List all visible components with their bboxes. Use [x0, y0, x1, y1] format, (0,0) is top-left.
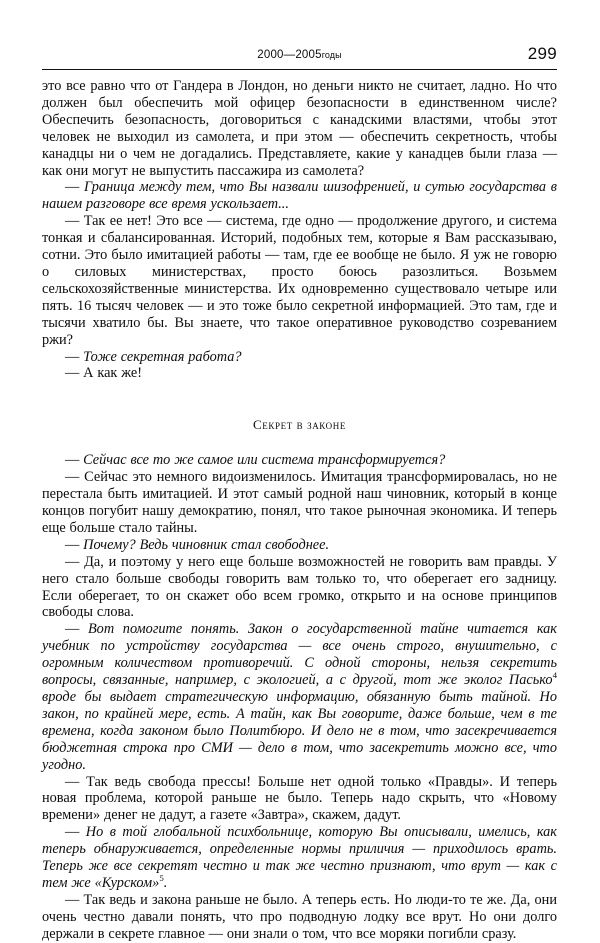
paragraph-text-cont: вроде бы выдает стратегическую информацию, обязанную быть тайной. Но закон, по крайней мере, есть. А тайн, как Вы говорите, даже больше, чем в те времена, когда законом было Политбюро. И дело не в том, что засекречивается бюджетная строка про СМИ — дело в том, что засекретить можно все, что угодно.: [42, 689, 557, 773]
running-head-title: [42, 49, 557, 61]
section-heading: Секрет в законе: [253, 417, 346, 433]
em-dash: —: [65, 773, 80, 790]
paragraph-question: [42, 452, 557, 469]
page-number: 299: [527, 44, 557, 63]
em-dash: —: [65, 213, 80, 230]
paragraph-text: Но в той глобальной психбольнице, которую Вы описывали, имелись, как теперь обнаруживается, определенные нормы приличия — приходилось врать. Теперь же все секретят честно и так же честно признают, что врут — как с тем же «Курском»: [42, 824, 557, 891]
paragraph-text: Сейчас все то же самое или система трансформируется?: [83, 452, 446, 469]
em-dash: —: [65, 824, 80, 841]
paragraph-text-cont: .: [163, 874, 168, 891]
paragraph-continued: это все равно что от Гандера в Лондон, но деньги никто не считает, ладно. Но что должен был обеспечить мой офицер безопасности в единственном числе? Обеспечить безопасность, договориться с канадскими властями, чтобы этот человек не выходил из самолета, и при этом — обеспечить секретность, чтобы канадцы ни о чем не догадались. Представляете, какие у канадцев были глаза — как они могут не выпустить пассажира из самолета?: [42, 78, 557, 179]
em-dash: —: [65, 365, 80, 382]
paragraph-answer: [42, 774, 557, 825]
em-dash: —: [65, 469, 80, 486]
em-dash: —: [65, 348, 80, 365]
footnote-marker[interactable]: 5: [159, 873, 164, 884]
spacer: [42, 382, 557, 417]
running-head-years: 2000—2005: [257, 49, 322, 61]
paragraph-text: Почему? Ведь чиновник стал свободнее.: [83, 536, 330, 553]
paragraph-answer: [42, 554, 557, 622]
running-head: [42, 44, 557, 70]
paragraph-answer: [42, 469, 557, 537]
footnote-marker[interactable]: 4: [552, 670, 557, 681]
paragraph-answer: [42, 365, 557, 382]
paragraph-text: Так ведь свобода прессы! Больше нет одной только «Правды». И теперь новая проблема, которой раньше не было. Теперь надо скрыть, что «Новому времени» денег не дадут, а газете «Завтра», скажем, дадут.: [42, 773, 557, 824]
paragraph-text: Сейчас это немного видоизменилось. Имитация трансформировалась, но не перестала быть имитацией. И этот самый родной наш чиновник, который в конце концов погубит нашу демократию, понял, что такое рыночная экономика. И теперь еще больше стало тайны.: [42, 469, 557, 536]
paragraph-answer: [42, 213, 557, 348]
paragraph-text: Так ведь и закона раньше не было. А теперь есть. Но люди-то те же. Да, они очень честно давали понять, что про подводную лодку все врут. Но они долго держали в секрете главное — они знали о том, что все моряки погибли сразу.: [42, 891, 557, 942]
paragraph-question: [42, 179, 557, 213]
paragraph-text: А как же!: [83, 365, 143, 382]
text-block: [42, 78, 557, 943]
running-head-word: годы: [321, 50, 342, 60]
spacer: [42, 433, 557, 452]
paragraph-question: [42, 537, 557, 554]
paragraph-text: Вот помогите понять. Закон о государственной тайне читается как учебник по устройству государства — все очень строго, внушительно, с огромным количеством противоречий. С одной стороны, нельзя секретить вопросы, связанные, например, с экологией, а с другой, тот же эколог Пасько: [42, 621, 557, 689]
paragraph-text: Так ее нет! Это все — система, где одно — продолжение другого, и система тонкая и сбалансированная. Историй, подобных тем, которые я Вам рассказываю, сотни. Это было имитацией работы — там, где ее вообще не было. Я уж не говорю о силовых министерствах, просто боюсь разозлиться. Возьмем сельскохозяйственные министерства. Их одновременно существовало четыре или пять. 16 тысяч человек — и это тоже было секретной информацией. Это там, где и тысячи хватило бы. Вы знаете, что такое оперативное руководство созреванием ржи?: [42, 213, 557, 348]
paragraph-text: Да, и поэтому у него еще больше возможностей не говорить вам правды. У него стало больше свободы говорить вам только то, что оберегает его задницу. Если оберегает, то он скажет обо всем громко, открыто и на основе принципов свободы слова.: [42, 553, 557, 621]
em-dash: —: [65, 553, 80, 570]
paragraph-answer: [42, 892, 557, 943]
paragraph-text: Тоже секретная работа?: [83, 348, 242, 365]
paragraph-text: Граница между тем, что Вы назвали шизофренией, и сутью государства в нашем разговоре все время ускользает...: [42, 179, 557, 213]
em-dash: —: [65, 536, 80, 553]
em-dash: —: [65, 891, 80, 908]
paragraph-question: [42, 824, 557, 892]
paragraph-question: [42, 621, 557, 773]
em-dash: —: [65, 179, 80, 196]
em-dash: —: [65, 452, 80, 469]
paragraph-question: [42, 349, 557, 366]
em-dash: —: [65, 621, 80, 638]
